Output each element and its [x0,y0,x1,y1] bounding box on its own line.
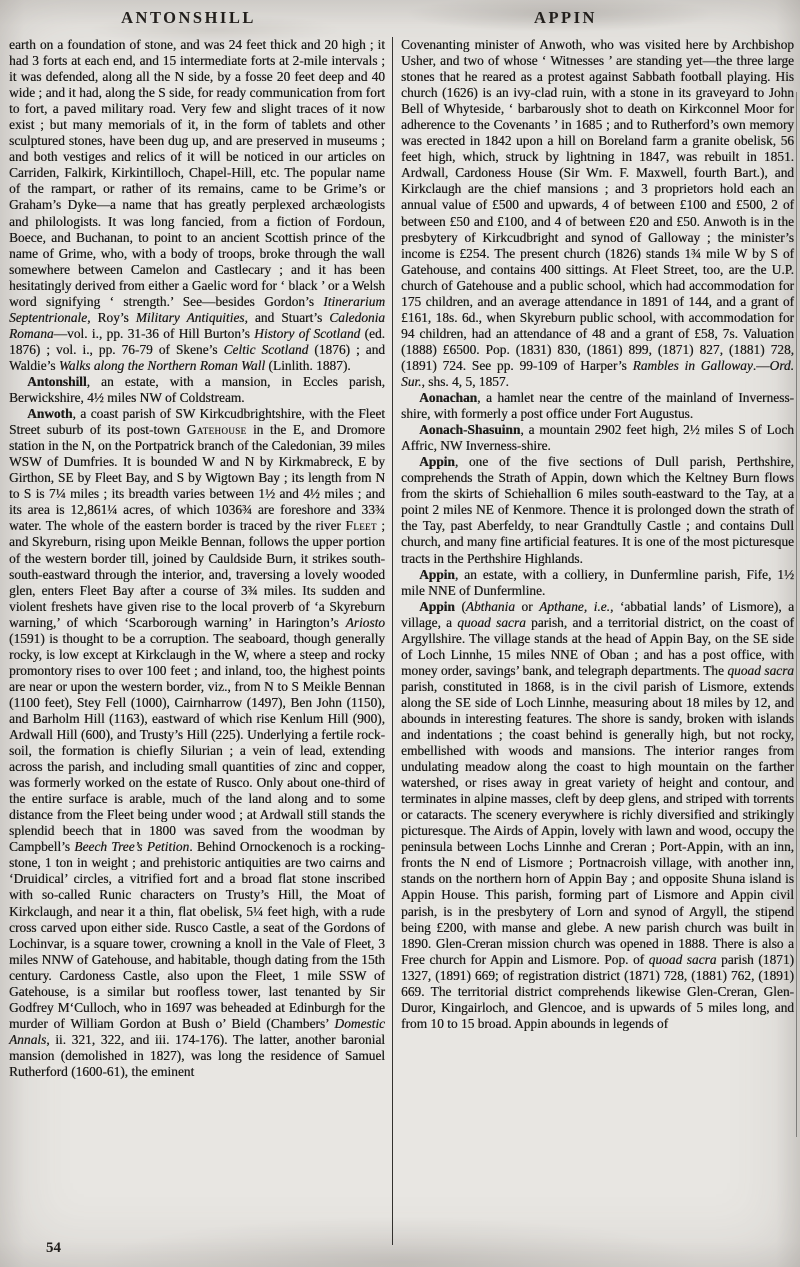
text-run: quoad sacra [727,662,794,678]
text-run: Walks along the Northern Roman Wall [58,357,266,373]
entry-name: Appin [419,454,455,470]
entry-name: Aonach-Shasuinn [419,422,521,438]
text-run: Beech Tree’s Petition [74,839,190,855]
text-run: Ariosto [345,614,385,630]
text-run: , and Stuart’s [244,309,330,325]
text-run: Domestic Annals [9,1015,385,1047]
text-run: quoad sacra [648,951,717,967]
text-run: Covenanting minister of Anwoth, who was visited here by Archbishop Usher, and two of whose ‘ Witnesses ’ are standing yet—the three large stones that he reared as a protest against Sabbath football playing. His church (1626) is an ivy-clad ruin, with a stone in its graveyard to John Bell of Whyteside, ‘ barbarously shot to death on Kirkconnel Moor for adherence to the Covenants ’ in 1685 ; and to Rutherford’s own memory was erected in 1842 upon a hill on Boreland farm a granite obelisk, 56 feet high, which, struck by lightning in 1847, was rebuilt in 1851. Ardwall, Cardoness House (Sir Wm. F. Maxwell, fourth Bart.), and Kirkclaugh are the chief mansions ; and 3 proprietors hold each an annual value of £500 and upwards, 4 of between £100 and £500, 2 of between £50 and £100, and 4 of between £20 and £50. Anwoth is in the presbytery of Kirkcudbright and synod of Galloway ; the minister’s income is £254. The present church (1826) stands 1¾ mile W by S of Gatehouse, and contains 400 sittings. At Fleet Street, too, are the U.P. church of Gatehouse and a public school, which had accommodation for 175 children, and an average attendance in 1891 of 144, and a grant of £161, 18s. 6d., when Skyreburn public school, with accommodation for 94 children, had an attendance of 48 and a grant of £58, 7s. Valuation (1888) £6500. Pop. (1831) 830, (1861) 899, (1871) 827, (1881) 728, (1891) 724. See pp. 99-109 of Harper’s [401,37,794,373]
text-columns [0,37,800,1245]
text-run: parish (1871) 1327, (1891) 669; of registration district (1871) 728, (1881) 762, (1891) 669. The territorial district comprehends likewise Glen-Creran, Glen-Duror, Kingairloch, and Glencoe, and is upwards of 5 miles long, and from 10 to 15 broad. Appin abounds in legends of [401,951,794,1031]
text-run: parish, constituted in 1868, is in the civil parish of Lismore, extends along the SE side of Loch Linnhe, measuring about 18 miles by 12, and abounds in interesting features. The shore is sandy, broken with islands and indentations ; the coast behind is generally high, but not rocky, embellished with woods and mansions. The interior ranges from undulating meadow along the coast to high mountain on the farther watershed, or rises away in great variety of height and contour, and terminates in alpine masses, cleft by deep glens, and striped with torrents or cataracts. The scenery everywhere is richly diversified and strikingly picturesque. The Airds of Appin, lovely with lawn and wood, occupy the peninsula between Lochs Linnhe and Creran ; Port-Appin, with an inn, fronts the N end of Lismore ; Portnacroish village, with another inn, stands on the northern horn of Appin Bay ; and opposite Shuna island is Appin House. This parish, forming part of Lismore and Appin civil parish, is in the presbytery of Lorn and synod of Argyll, the stipend being £200, with manse and glebe. A new parish church was built in 1890. Glen-Creran mission church was opened in 1888. There is also a Free church for Appin and Lismore. Pop. of [401,678,794,967]
text-run: ( [454,598,466,614]
text-run: History of Scotland [254,325,361,341]
text-run: parish, and a territorial district, on the coast of Argyllshire. The village stands at the head of Appin Bay, on the SE side of Loch Linnhe, 15 miles NNE of Oban ; and has a post office, with money order, savings’ bank, and telegraph departments. The [401,614,794,678]
entry-name: Appin [419,598,455,614]
entry-appin-perthshire [401,454,794,566]
entry-anwoth-continuation [401,37,794,390]
page-edge-line [796,92,798,1137]
page-number: 54 [46,1240,61,1256]
text-run: Apthane, i.e. [539,598,610,614]
text-run: ; and Skyreburn, rising upon Meikle Bennan, follows the upper portion of the western border till, joined by Cauldside Burn, it strikes south-south-eastward through the interior, and, traversing a lovely wooded glen, enters Fleet Bay after a course of 3¾ miles. Its sudden and violent freshets have given rise to the local proverb of ‘a Skyreburn warning,’ of which ‘Scarborough warning’ in Harington’s [9,518,385,630]
text-run: , ii. 321, 322, and iii. 174-176). The latter, another baronial mansion (demolished in 1827), was long the residence of Samuel Rutherford (1600-61), the eminent [9,1031,385,1079]
entry-antonshill [9,374,385,406]
entry-name: Appin [419,566,455,582]
text-run: , an estate, with a colliery, in Dunfermline parish, Fife, 1½ mile NNE of Dunfermline. [401,566,794,598]
text-run: or [514,598,540,614]
text-run: (ed. 1876) ; vol. i., pp. 76-79 of Skene’s [9,325,386,357]
text-run: Ord. Sur. [401,357,794,389]
entry-appin-fife [401,567,794,599]
text-run: Rambles in Galloway [632,357,753,373]
text-run: , a hamlet near the centre of the mainland of Inverness-shire, with formerly a post office under Fort Augustus. [401,390,794,422]
text-run: , ‘abbatial lands’ of Lismore), a village, a [401,598,795,630]
text-run: , shs. 4, 5, 1857. [421,373,509,389]
text-run: .— [752,357,770,373]
text-run: , a mountain 2902 feet high, 2½ miles S of Loch Affric, NW Inverness-shire. [401,422,794,454]
entry-name: Antonshill [27,373,87,389]
text-run: earth on a foundation of stone, and was 24 feet thick and 20 high ; it had 3 forts at each end, and 15 intermediate forts at 2-mile intervals ; it was defended, along all the N side, by a fosse 20 feet deep and 40 wide ; and it had, along the S side, for ready communication from fort to fort, a paved military road. Very few and slight traces of it now exist ; but many memorials of it, in the form of tablets and other sculptured stones, have been dug up, and are preserved in museums ; and both vestiges and relics of it will be noticed in our articles on Carriden, Falkirk, Kirkintilloch, Chapel-Hill, etc. The popular name of the rampart, or rather of its remains, came to be Grime’s or Graham’s Dyke—a name that has greatly perplexed archæologists and philologists. It was long fancied, from a fiction of Fordoun, Boece, and Buchanan, to point to an ancient Scottish prince of the name of Grime, who, with a body of troops, broke through the wall somewhere between Camelon and Castlecary ; and it has been hesitatingly derived from either a Gaelic word for ‘ black ’ or a Welsh word signifying ‘ strength.’ See—besides Gordon’s [9,37,385,309]
running-head-left: ANTONSHILL [121,8,256,27]
text-run: , Roy’s [87,309,136,325]
entry-aonachan [401,390,794,422]
entry-aonach-shasuinn [401,422,794,454]
text-run: (Linlith. 1887). [265,357,351,373]
text-run: Caledonia Romana [9,309,385,341]
text-run: , one of the five sections of Dull parish, Perthshire, comprehends the Strath of Appin, down which the Keltney Burn flows from the skirts of Schiehallion 6 miles south-eastward to the Tay, at a point 2 miles NE of Kenmore. Thence it is prolonged down the strath of the Tay, past Aberfeldy, to near Grandtully Castle ; and contains Dull church, and many fine artificial features. It is one of the most picturesque tracts in the Perthshire Highlands. [401,454,794,566]
entry-appin-argyllshire [401,599,794,1032]
text-run: quoad sacra [457,614,526,630]
entry-name: Anwoth [27,406,73,422]
text-run: , a coast parish of SW Kirkcudbrightshire, with the Fleet Street suburb of its post-town [9,406,385,438]
text-run: (1591) is thought to be a corruption. The seaboard, though generally rocky, is low except at Kirkclaugh in the W, where a steep and rocky promontory rises to over 100 feet ; and inland, too, the highest points are near or upon the western border, viz., from N to S Meikle Bennan (1100 feet), Stey Fell (1000), Cairnharrow (1497), Ben John (1150), and Barholm Hill (1163), eastward of which rise Kenlum Hill (900), Ardwall Hill (600), and Trusty’s Hill (225). Underlying a fertile rock-soil, the formation is chiefly Silurian ; a vein of lead, extending across the parish, and including small quantities of zinc and copper, was formerly worked on the estate of Rusco. Only about one-third of the entire surface is arable, much of the land along and to some distance from the Fleet being under wood ; at Ardwall still stands the splendid beech that in 1800 was saved from the woodman by Campbell’s [9,630,385,855]
column-right [392,37,794,1245]
running-head [0,0,800,34]
text-run: Military Antiquities [135,309,245,325]
entry-name: Aonachan [419,390,478,406]
text-run: Celtic Scotland [223,341,309,357]
text-run: . Behind Ornockenoch is a rocking-stone, 1 ton in weight ; and prehistoric antiquities are two cairns and ‘Druidical’ circles, a vitrified fort and a broad flat stone inscribed with so-called Runic characters on Trusty’s Hill, the Moat of Kirkclaugh, and near it a thin, flat obelisk, 5¼ feet high, with a rude cross carved upon either side. Rusco Castle, a seat of the Gordons of Lochinvar, is a square tower, crowning a knoll in the Vale of Fleet, 3 miles NNW of Gatehouse, and habitable, though dating from the 15th century. Cardoness Castle, also upon the Fleet, 1 mile SSW of Gatehouse, is a similar but roofless tower, last tenanted by Sir Godfrey M‘Culloch, who in 1697 was beheaded at Edinburgh for the murder of William Gordon at Bush o’ Bield (Chambers’ [9,839,385,1031]
entry-antoninus-wall-continuation [9,37,385,374]
column-left [9,37,392,1245]
text-run: Itinerarium Septentrionale [9,293,385,325]
text-run: —vol. i., pp. 31-36 of Hill Burton’s [53,325,255,341]
smallcaps-reference: Fleet [345,518,377,534]
text-run: Abthania [465,598,515,614]
text-run: in the E, and Dromore station in the N, on the Portpatrick branch of the Caledonian, 39 miles WSW of Dumfries. It is bounded W and N by Kirkmabreck, E by Girthon, SE by Fleet Bay, and S by Wigtown Bay ; its length from N to S is 7¼ miles ; its breadth varies between 1½ and 4½ miles ; and its area is 12,861¼ acres, of which 1036¾ are foreshore and 33¾ water. The whole of the eastern border is traced by the river [9,422,386,534]
text-run: , an estate, with a mansion, in Eccles parish, Berwickshire, 4½ miles NW of Coldstream. [9,373,385,406]
entry-anwoth [9,406,385,1080]
smallcaps-reference: Gatehouse [186,422,247,438]
text-run: (1876) ; and Waldie’s [9,341,385,373]
running-head-right: APPIN [534,8,597,27]
